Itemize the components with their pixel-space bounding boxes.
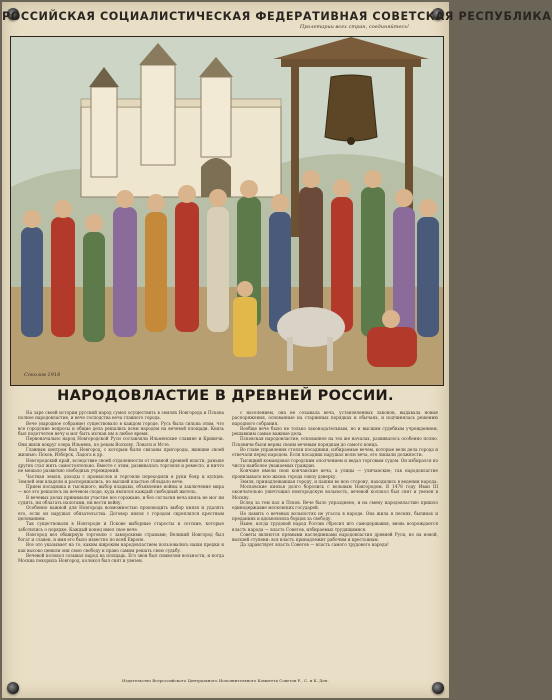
paragraph: Советы являются прямыми наследниками народовластия древней Руси, но на новой, высшей ступени: вся власть принадлежит рабочим и крестьянам. [232, 531, 438, 543]
paragraph: В вечевых делах принимали участие все горожане, и без согласия веча князь не мог ни судить, ни облагать налогами, ни вести войну. [18, 494, 224, 506]
paragraph: Но память о вечевых вольностях не угасла в народе. Она жила в песнях, былинах и преданиях и вдохновляла борцов за свободу. [232, 510, 438, 521]
paragraph: Вообще вече было не только законодательным, но и высшим судебным учреждением, решавшим самые важные дела. [232, 425, 438, 437]
text-column-left [18, 410, 224, 672]
poster-header: РОССИЙСКАЯ СОЦИАЛИСТИЧЕСКАЯ ФЕДЕРАТИВНАЯ СОВЕТСКАЯ РЕСПУБЛИКА [2, 10, 552, 23]
paragraph: Ныне, когда трудовой народ России сбросил иго самодержавия, вновь возрождается власть народа — власть Советов, избираемых трудящимися. [232, 521, 438, 532]
paragraph: Кончане имели свои кончанские веча, а улицы — уличанские; так народовластие пронизывало всю жизнь города снизу доверху. [232, 468, 438, 479]
paragraph: Первоначально народ Новгородской Руси составляли Ильменские славяне и Кривичи. Они жили вокруг озера Ильмень, по рекам Волхову, Ловати и Мсте. [18, 436, 224, 447]
paragraph: Московские князья долго боролись с вольным Новгородом. В 1478 году Иван III окончательно уничтожил новгородскую вольность, вечевой колокол был снят и увезен в Москву. [232, 484, 438, 500]
paragraph: Во главе управления стояли посадники, избираемые вечем, которые вели дела города и отвечали перед народом. Если посадник нарушал волю веча, его лишали должности. [232, 447, 438, 458]
paragraph: Прием посадника и тысяцкого, выбор владыки, объявление войны и заключение мира — все это решалось на вечевом сходе, куда являлся каждый свободный житель. [18, 484, 224, 495]
paragraph: Особенно важной для Новгорода возможностью производить выбор князя и удалять его, если он нарушал обязательства. Договор князя с городом скреплялся крестным целованием. [18, 505, 224, 521]
artist-signature: Соколов 1918 [24, 372, 61, 378]
paragraph: Вечевой колокол созывал народ на площадь. Его звон был символом вольности, и когда Москва покорила Новгород, колокол был снят и увезен. [18, 553, 224, 564]
illustration-veche [10, 36, 444, 386]
paragraph: Вече (народное собрание) существовало в каждом городе. Русь была сильна этим, что все городские вопросы и общие дела решались всем народом на вечевой площади. Князь был подотчетен вечу и мог быть изгнан им в любое время. [18, 420, 224, 437]
paragraph: Новгород вел обширную торговлю с заморскими странами; Великий Новгород был богат и славен, и имя его было известно по всей Европе. [18, 531, 224, 543]
paragraph: На заре своей истории русский народ сумел осуществить в землях Новгорода и Пскова полное народовластие, и вече господства веча главного города. [18, 410, 224, 421]
pin-bottom-right [432, 682, 444, 694]
paragraph: Так существовали в Новгороде и Пскове выборные старосты и сотские, которые заботились о порядке. Каждый конец имел свое вече. [18, 521, 224, 532]
poster [2, 2, 552, 698]
paragraph: Да здравствует власть Советов — власть самого трудового народа! [240, 542, 389, 548]
paragraph: Тысяцкий командовал городским ополчением и ведал торговым судом. Он избирался из числа наиболее уважаемых граждан. [232, 457, 438, 468]
poster-title: НАРОДОВЛАСТИЕ В ДРЕВНЕЙ РОССИИ. [57, 388, 394, 404]
paragraph: Псковская народовластие, основанное на тех же началах, развивалось особенно полно. Псковичи были верны своим вечевым порядкам до самого конца. [232, 436, 438, 447]
poster-motto: Пролетарии всех стран, соединяйтесь! [299, 24, 409, 30]
paragraph: Все это указывает на то, каким широким народовластием пользовались наши предки и как высоко ценили они свою свободу и право самим решать свою судьбу. [18, 542, 224, 553]
paragraph: Вслед за тем пал и Псков. Вече было упразднено, и на смену народовластию пришло единодержавие московских государей. [232, 500, 438, 511]
paragraph: Земля, принадлежавшая городу, и пашни во всю сторону, находились в ведении народа. [240, 478, 438, 484]
publisher-footer: Издательство Всероссийского Центрального Исполнительного Комитета Советов Р., С. и К. Деп. [122, 678, 329, 683]
paragraph: с населением, она не созывала веча, установленных законов, выдавала новые распоряжения, основанные на старинных порядках и обычаях, и подчинялась решению народного собрания. [232, 410, 438, 426]
paragraph: Частная земля, доходы с промыслов и торговли переходили в руки бояр и купцов. Землей они владели и распоряжались, но высшей властью обладало вече. [18, 473, 224, 484]
text-column-right [232, 410, 438, 672]
paragraph: Главным центром был Новгород, с которым были связаны пригороды, жившие своей жизнью: Псков, Изборск, Ладога и др. [18, 447, 224, 458]
paragraph: Новгородский край, вследствие своей отдаленности от главной древней власти, раньше других стал жить самостоятельно. Вместе с этим, развивалась торговля и ремесло, и ничто не мешало развитию свободных учреждений. [18, 457, 224, 474]
veche-scene-drawing [11, 37, 443, 385]
pin-bottom-left [7, 682, 19, 694]
